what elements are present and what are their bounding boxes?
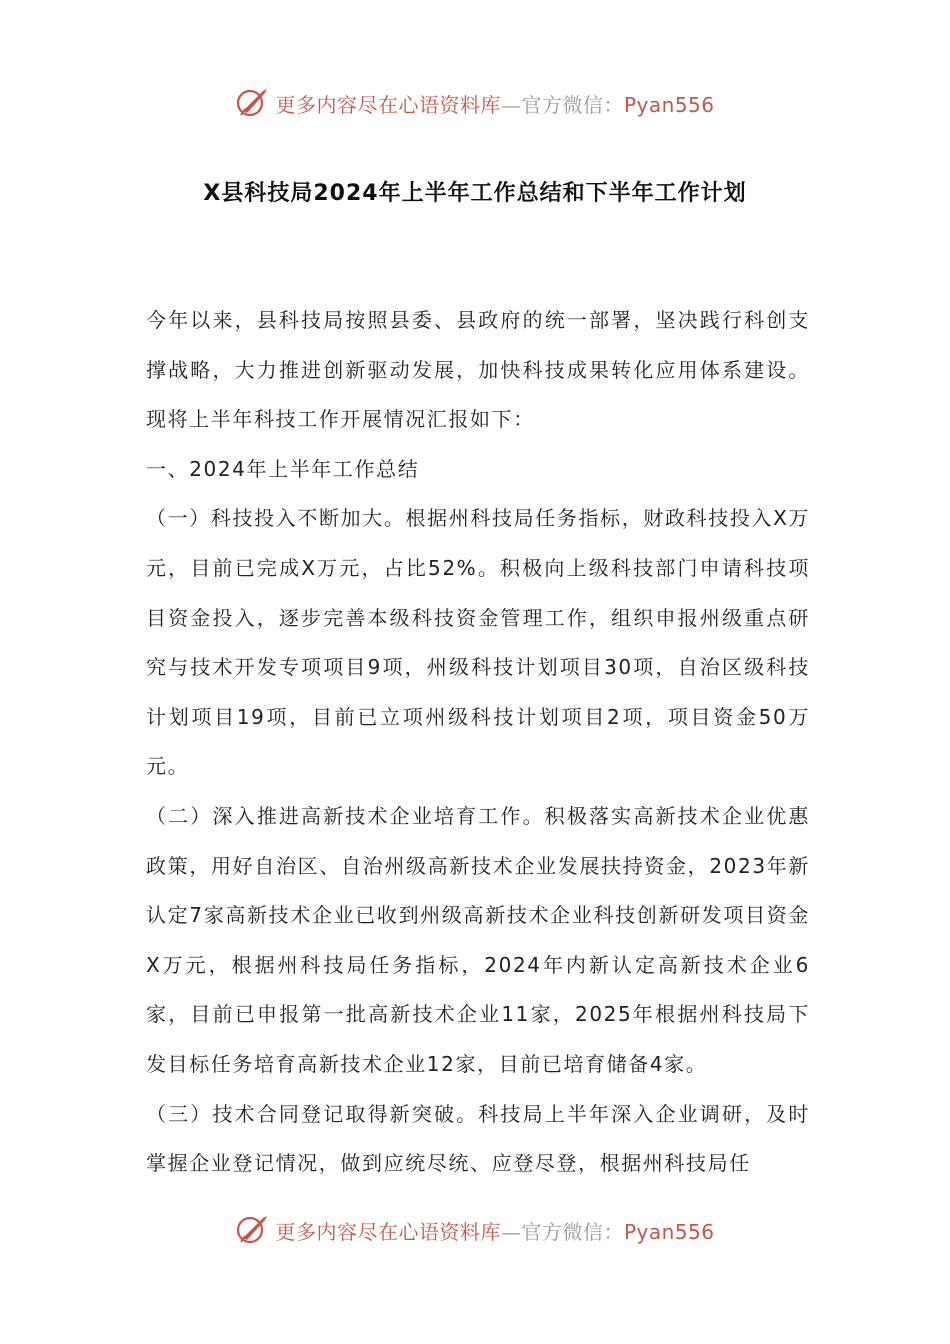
quill-logo-icon [235,1212,271,1248]
banner-wechat-id: Pyan556 [623,92,715,117]
header-watermark-banner [0,83,950,123]
paragraph-item-3: （三）技术合同登记取得新突破。科技局上半年深入企业调研，及时掌握企业登记情况，做到应统尽统、应登尽登，根据州科技局任 [146,1101,810,1176]
banner-separator: — [500,92,522,117]
document-title: X县科技局2024年上半年工作总结和下半年工作计划 [203,181,747,206]
banner-wechat-id: Pyan556 [623,1219,715,1244]
paragraph-item-1: （一）科技投入不断加大。根据州科技局任务指标，财政科技投入X万元，目前已完成X万元，占比52%。积极向上级科技部门申请科技项目资金投入，逐步完善本级科技资金管理工作，组织申报州级重点研究与技术开发专项项目9项，州级科技计划项目30项，自治区级科技计划项目19项，目前已立项州级科技计划项目2项，项目资金50万元。 [146,506,810,779]
banner-main-text: 更多内容尽在心语资料库 [275,1219,501,1244]
banner-main-text: 更多内容尽在心语资料库 [275,92,501,117]
quill-logo-icon [235,85,271,121]
banner-wechat-label: 官方微信： [521,1219,624,1244]
banner-wechat-label: 官方微信： [521,92,624,117]
paragraph-intro: 今年以来，县科技局按照县委、县政府的统一部署，坚决践行科创支撑战略，大力推进创新驱动发展，加快科技成果转化应用体系建设。现将上半年科技工作开展情况汇报如下： [146,308,810,432]
footer-watermark-banner [0,1210,950,1250]
section-heading-1: 一、2024年上半年工作总结 [146,456,420,481]
paragraph-item-2: （二）深入推进高新技术企业培育工作。积极落实高新技术企业优惠政策，用好自治区、自治州级高新技术企业发展扶持资金，2023年新认定7家高新技术企业已收到州级高新技术企业科技创新研发项目资金X万元，根据州科技局任务指标，2024年内新认定高新技术企业6家，目前已申报第一批高新技术企业11家，2025年根据州科技局下发目标任务培育高新技术企业12家，目前已培育储备4家。 [146,803,810,1076]
document-body [146,296,810,1189]
banner-separator: — [500,1219,522,1244]
